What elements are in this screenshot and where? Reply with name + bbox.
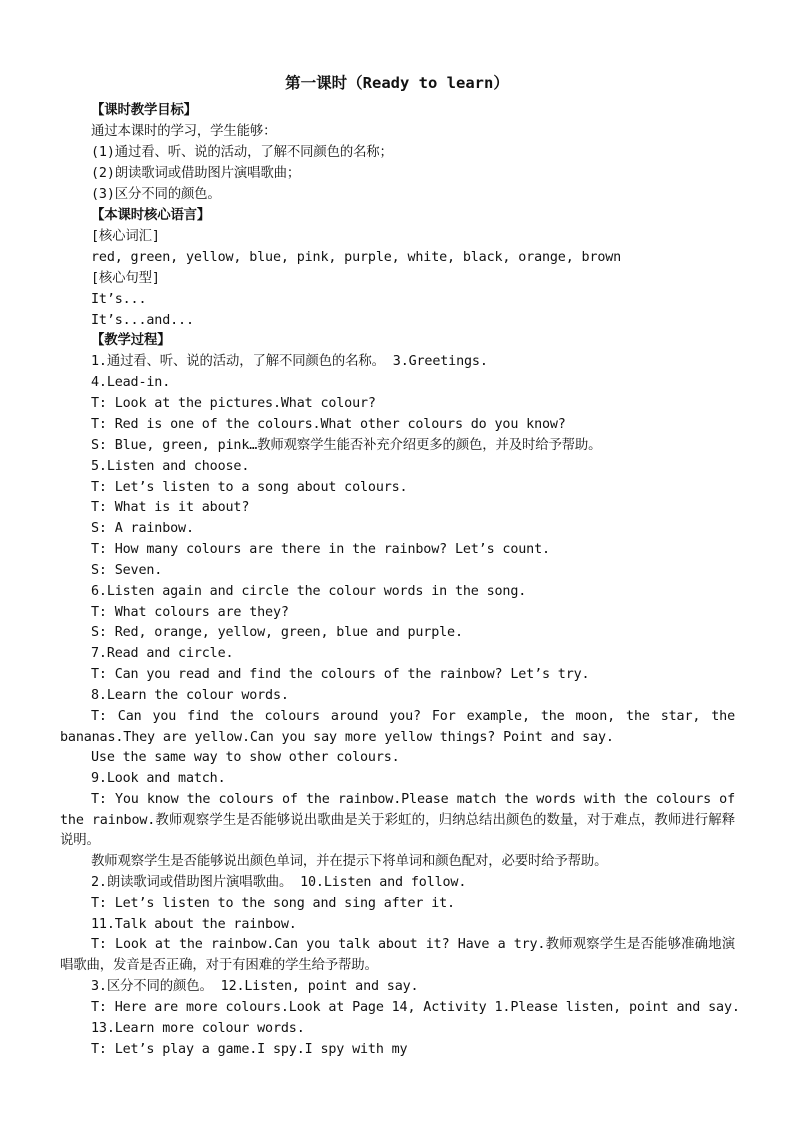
text-line: T: Let’s listen to the song and sing after it. xyxy=(91,896,455,911)
text-line: 7.Read and circle. xyxy=(91,646,234,661)
text-line: S: A rainbow. xyxy=(91,521,194,536)
text-line: T: Let’s play a game.I spy.I spy with my xyxy=(91,1042,408,1057)
text-line: 通过本课时的学习，学生能够： xyxy=(91,124,277,139)
text-line: 6.Listen again and circle the colour words in the song. xyxy=(91,584,527,599)
text-line: 11.Talk about the rainbow. xyxy=(91,917,297,932)
paragraph: T: Look at the rainbow.Can you talk about it? Have a try.教师观察学生是否能够准确地演唱歌曲，发音是否正确，对于有困难的学生给予帮助。 xyxy=(60,937,735,973)
text-line: 2.朗读歌词或借助图片演唱歌曲。 10.Listen and follow. xyxy=(91,875,467,890)
text-line: T: How many colours are there in the rainbow? Let’s count. xyxy=(91,542,550,557)
text-line: (1)通过看、听、说的活动，了解不同颜色的名称； xyxy=(91,145,393,160)
section-heading-objectives: 【课时教学目标】 xyxy=(91,103,197,118)
text-line: 3.区分不同的颜色。 12.Listen, point and say. xyxy=(91,979,419,994)
paragraph: T: You know the colours of the rainbow.Please match the words with the colours of the rainbow.教师观察学生是否能够说出歌曲是关于彩虹的，归纳总结出颜色的数量，对于难点，教师进行解释说明。 xyxy=(60,792,735,848)
text-line: T: Look at the pictures.What colour? xyxy=(91,396,376,411)
section-heading-process: 【教学过程】 xyxy=(91,333,171,348)
text-line: 5.Listen and choose. xyxy=(91,459,250,474)
text-line: S: Red, orange, yellow, green, blue and purple. xyxy=(91,625,463,640)
subheading-sentence-patterns: [核心句型] xyxy=(91,271,160,286)
text-line: 4.Lead-in. xyxy=(91,375,171,390)
text-line: T: Red is one of the colours.What other colours do you know? xyxy=(91,417,566,432)
text-line: 教师观察学生是否能够说出颜色单词，并在提示下将单词和颜色配对，必要时给予帮助。 xyxy=(91,854,608,869)
text-line: (3)区分不同的颜色。 xyxy=(91,187,221,202)
text-line: S: Blue, green, pink…教师观察学生能否补充介绍更多的颜色，并及时给予帮助。 xyxy=(91,438,602,453)
text-line: T: What colours are they? xyxy=(91,605,289,620)
paragraph: T: Can you find the colours around you? For example, the moon, the star, the bananas.They are yellow.Can you say more yellow things? Point and say. xyxy=(60,709,735,745)
text-line: Use the same way to show other colours. xyxy=(91,750,400,765)
vocabulary-list: red, green, yellow, blue, pink, purple, white, black, orange, brown xyxy=(91,250,622,265)
text-line: S: Seven. xyxy=(91,563,163,578)
page-title: 第一课时（Ready to learn） xyxy=(285,74,509,92)
sentence-pattern: It’s...and... xyxy=(91,313,194,328)
text-line: T: Can you read and find the colours of the rainbow? Let’s try. xyxy=(91,667,590,682)
text-line: 9.Look and match. xyxy=(91,771,226,786)
text-line: (2)朗读歌词或借助图片演唱歌曲； xyxy=(91,166,301,181)
text-line: T: Here are more colours.Look at Page 14, Activity 1.Please listen, point and say. xyxy=(91,1000,740,1015)
text-line: 8.Learn the colour words. xyxy=(91,688,289,703)
text-line: T: Let’s listen to a song about colours. xyxy=(91,480,408,495)
subheading-vocabulary: [核心词汇] xyxy=(91,229,160,244)
section-heading-core-language: 【本课时核心语言】 xyxy=(91,208,211,223)
text-line: 1.通过看、听、说的活动，了解不同颜色的名称。 3.Greetings. xyxy=(91,354,488,369)
sentence-pattern: It’s... xyxy=(91,292,147,307)
text-line: 13.Learn more colour words. xyxy=(91,1021,305,1036)
text-line: T: What is it about? xyxy=(91,500,250,515)
